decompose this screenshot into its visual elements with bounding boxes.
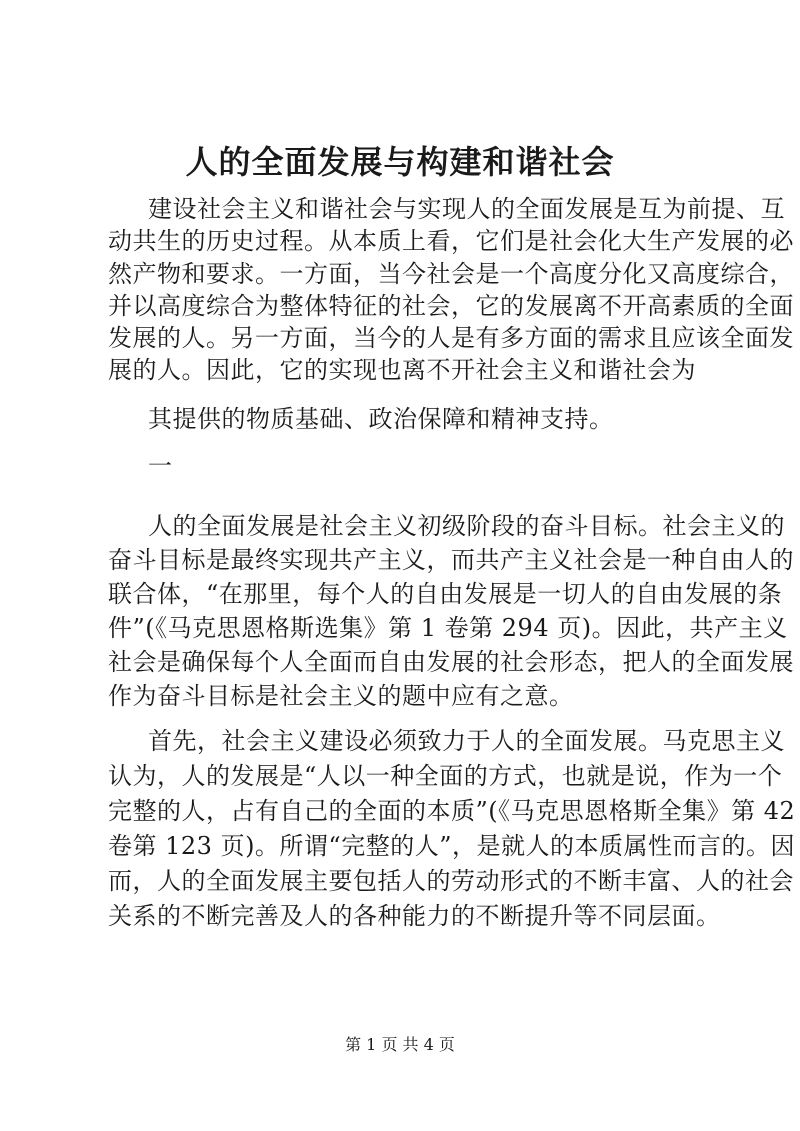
paragraph-line: 认为，人的发展是“人以一种全面的方式，也就是说，作为一个 — [108, 762, 783, 790]
paragraph-line: 卷第 123 页)。所谓“完整的人”，是就人的本质属性而言的。因 — [108, 832, 795, 860]
paragraph-line: 展的人。因此，它的实现也离不开社会主义和谐社会为 — [108, 356, 696, 384]
paragraph-line: 发展的人。另一方面，当今的人是有多方面的需求且应该全面发 — [108, 324, 794, 352]
paragraph-line: 建设社会主义和谐社会与实现人的全面发展是互为前提、互 — [148, 195, 785, 223]
paragraph-line: 人的全面发展是社会主义初级阶段的奋斗目标。社会主义的 — [148, 512, 785, 540]
paragraph-line: 关系的不断完善及人的各种能力的不断提升等不同层面。 — [108, 902, 721, 930]
paragraph-line: 作为奋斗目标是社会主义的题中应有之意。 — [108, 682, 574, 710]
paragraph-line: 然产物和要求。一方面，当今社会是一个高度分化又高度综合， — [108, 260, 794, 288]
document-title: 人的全面发展与构建和谐社会 — [185, 143, 615, 181]
paragraph-line: 并以高度综合为整体特征的社会，它的发展离不开高素质的全面 — [108, 292, 794, 320]
paragraph-line: 奋斗目标是最终实现共产主义，而共产主义社会是一种自由人的 — [108, 546, 794, 574]
paragraph-line: 完整的人，占有自己的全面的本质”(《马克思恩格斯全集》第 42 — [108, 797, 796, 825]
section-number: 一 — [148, 452, 173, 480]
paragraph-line: 社会是确保每个人全面而自由发展的社会形态，把人的全面发展 — [108, 648, 794, 676]
paragraph-line: 动共生的历史过程。从本质上看，它们是社会化大生产发展的必 — [108, 227, 794, 255]
paragraph-line: 而，人的全面发展主要包括人的劳动形式的不断丰富、人的社会 — [108, 867, 794, 895]
paragraph-line: 件”(《马克思恩格斯选集》第 1 卷第 294 页)。因此，共产主义 — [108, 614, 788, 642]
paragraph-line: 联合体，“在那里，每个人的自由发展是一切人的自由发展的条 — [108, 580, 783, 608]
page-footer: 第 1 页 共 4 页 — [345, 1035, 455, 1054]
paragraph-line: 首先，社会主义建设必须致力于人的全面发展。马克思主义 — [148, 727, 785, 755]
paragraph-line: 其提供的物质基础、政治保障和精神支持。 — [148, 405, 614, 433]
